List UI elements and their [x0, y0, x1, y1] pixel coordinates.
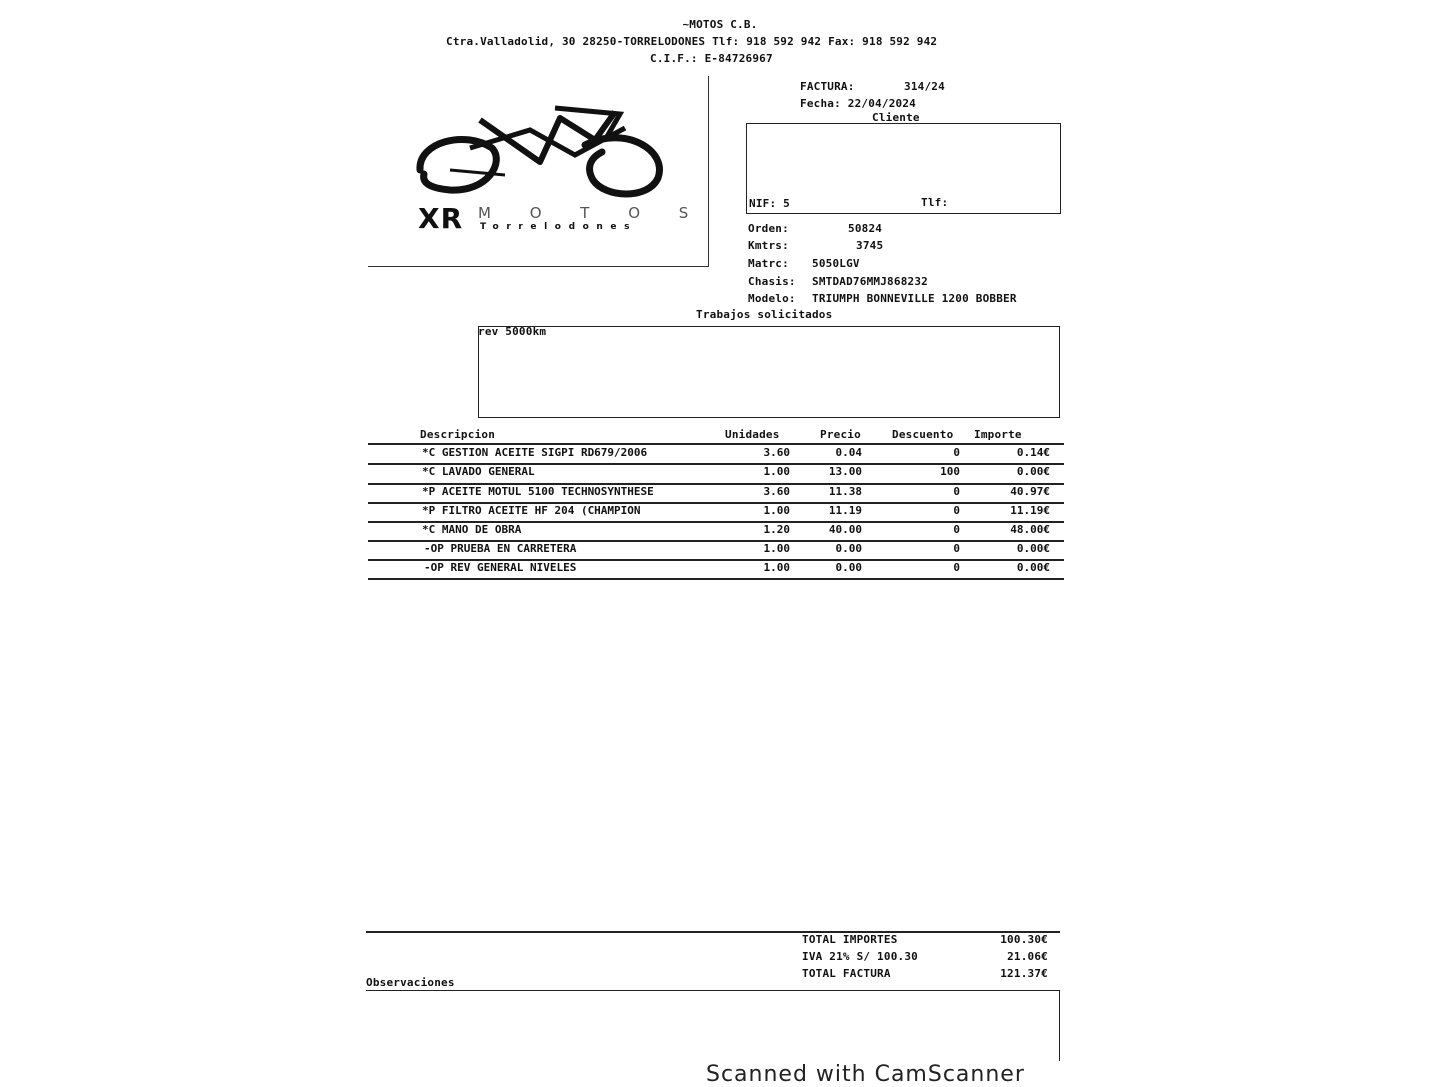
row-4-units: 1.20	[763, 523, 790, 536]
logo-town: Torrelodones	[480, 222, 638, 232]
row-5-amount: 0.00€	[1016, 542, 1050, 555]
row-3-price: 11.19	[828, 504, 862, 517]
matricula-value: 5050LGV	[812, 257, 860, 270]
row-6-amount: 0.00€	[1016, 561, 1050, 574]
row-2-discount: 0	[953, 485, 960, 498]
row-6-desc: -OP REV GENERAL NIVELES	[424, 561, 577, 574]
row-2-units: 3.60	[763, 485, 790, 498]
row-4-desc: *C MANO DE OBRA	[422, 523, 522, 536]
cliente-box	[746, 123, 1061, 214]
kms-value: 3745	[856, 239, 884, 252]
factura-number: 314/24	[904, 80, 945, 93]
trabajos-box	[478, 326, 1060, 418]
company-cif: C.I.F.: E-84726967	[650, 52, 773, 65]
row-0-desc: *C GESTION ACEITE SIGPI RD679/2006	[422, 446, 648, 459]
total-factura-value: 121.37€	[1000, 967, 1048, 980]
total-importes-value: 100.30€	[1000, 933, 1048, 946]
company-name: ~MOTOS C.B.	[682, 18, 758, 31]
chasis-label: Chasis:	[748, 275, 796, 288]
iva-label: IVA 21% S/ 100.30	[802, 950, 918, 963]
totals-rule	[366, 931, 1060, 933]
row-3-discount: 0	[953, 504, 960, 517]
modelo-value: TRIUMPH BONNEVILLE 1200 BOBBER	[812, 292, 1017, 305]
row-1-discount: 100	[940, 465, 960, 478]
row-5-desc: -OP PRUEBA EN CARRETERA	[424, 542, 577, 555]
cliente-nif: NIF: 5	[749, 197, 790, 210]
trabajos-title: Trabajos solicitados	[696, 308, 833, 321]
orden-label: Orden:	[748, 222, 789, 235]
row-0-price: 0.04	[835, 446, 862, 459]
factura-label: FACTURA:	[800, 80, 855, 93]
row-rule	[368, 578, 1064, 580]
table-header-rule	[368, 443, 1064, 445]
row-6-discount: 0	[953, 561, 960, 574]
row-5-discount: 0	[953, 542, 960, 555]
iva-value: 21.06€	[1007, 950, 1048, 963]
row-6-price: 0.00	[835, 561, 862, 574]
row-1-price: 13.00	[828, 465, 862, 478]
th-descuento: Descuento	[892, 428, 954, 441]
row-4-amount: 48.00€	[1010, 523, 1050, 536]
th-precio: Precio	[820, 428, 861, 441]
th-descripcion: Descripcion	[420, 428, 496, 441]
row-2-amount: 40.97€	[1010, 485, 1050, 498]
row-3-desc: *P FILTRO ACEITE HF 204 (CHAMPION	[422, 504, 641, 517]
invoice-date: Fecha: 22/04/2024	[800, 97, 916, 110]
row-0-amount: 0.14€	[1016, 446, 1050, 459]
modelo-label: Modelo:	[748, 292, 796, 305]
row-2-price: 11.38	[828, 485, 862, 498]
logo-word: M O T O S	[478, 204, 706, 222]
cliente-title: Cliente	[872, 111, 920, 124]
chasis-value: SMTDAD76MMJ868232	[812, 275, 928, 288]
motorcycle-logo-icon	[410, 100, 670, 210]
row-3-units: 1.00	[763, 504, 790, 517]
row-4-discount: 0	[953, 523, 960, 536]
kms-label: Kmtrs:	[748, 239, 789, 252]
row-1-desc: *C LAVADO GENERAL	[422, 465, 535, 478]
cliente-tlf: Tlf:	[921, 196, 949, 209]
row-1-amount: 0.00€	[1016, 465, 1050, 478]
observaciones-box	[366, 990, 1060, 1061]
trabajos-text: rev 5000km	[478, 325, 547, 338]
row-5-units: 1.00	[763, 542, 790, 555]
row-0-discount: 0	[953, 446, 960, 459]
row-6-units: 1.00	[763, 561, 790, 574]
row-2-desc: *P ACEITE MOTUL 5100 TECHNOSYNTHESE	[422, 485, 654, 498]
row-1-units: 1.00	[763, 465, 790, 478]
row-5-price: 0.00	[835, 542, 862, 555]
total-importes-label: TOTAL IMPORTES	[802, 933, 898, 946]
company-address: Ctra.Valladolid, 30 28250-TORRELODONES Tlf: 918 592 942 Fax: 918 592 942	[446, 35, 938, 48]
row-4-price: 40.00	[828, 523, 862, 536]
total-factura-label: TOTAL FACTURA	[802, 967, 891, 980]
row-0-units: 3.60	[763, 446, 790, 459]
logo-brand: XR	[418, 202, 464, 235]
matricula-label: Matrc:	[748, 257, 789, 270]
row-3-amount: 11.19€	[1010, 504, 1050, 517]
scanner-watermark: Scanned with CamScanner	[706, 1062, 1025, 1087]
observaciones-label: Observaciones	[366, 976, 455, 989]
orden-value: 50824	[848, 222, 883, 235]
th-unidades: Unidades	[725, 428, 780, 441]
th-importe: Importe	[974, 428, 1022, 441]
